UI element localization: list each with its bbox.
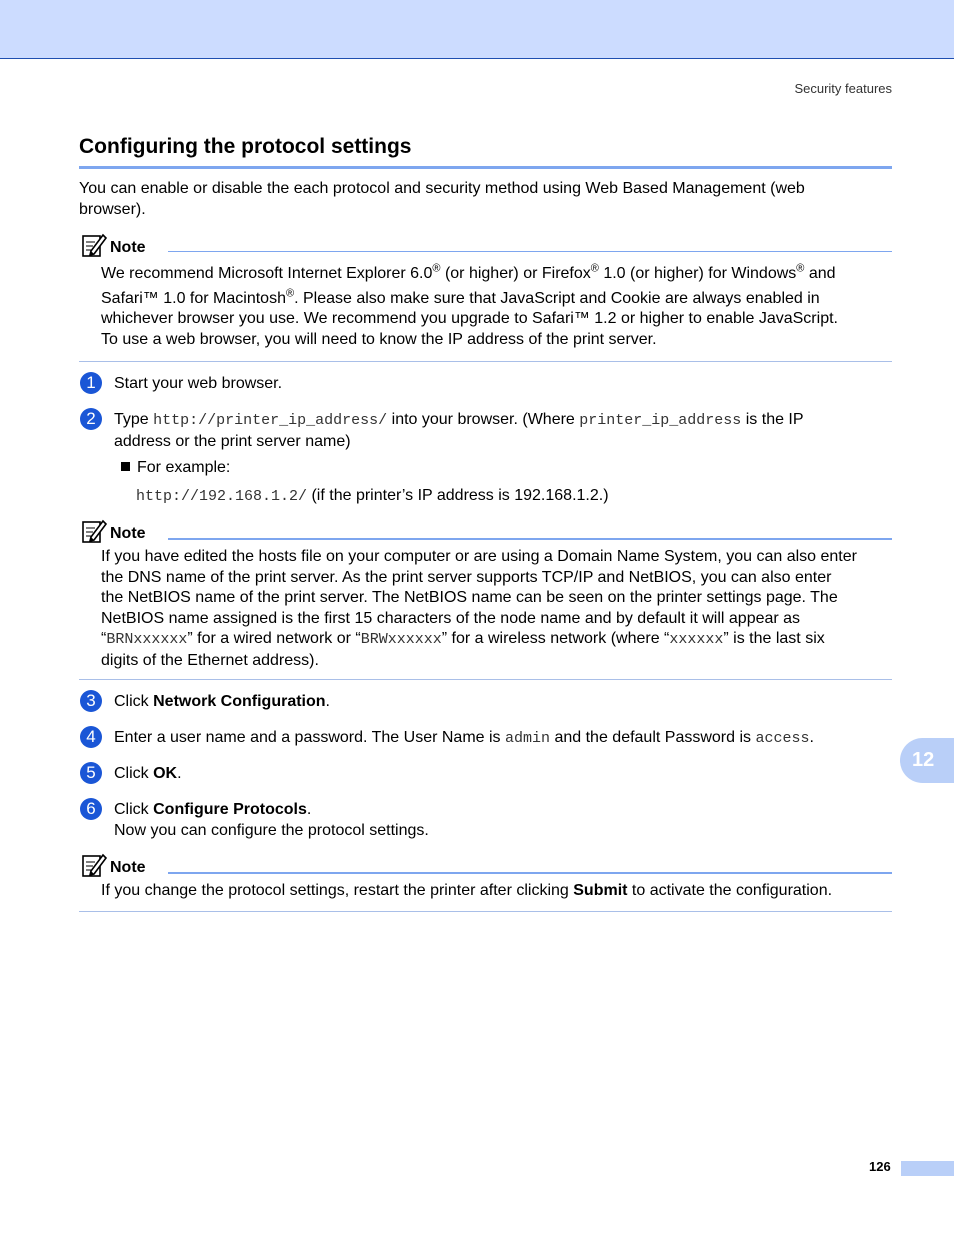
step-2-line-1: Type http://printer_ip_address/ into your browser. (Where printer_ip_address is the IP [114,411,804,429]
note-1-text [101,264,901,350]
chapter-tab: 12 [900,738,954,783]
step-5-number: 5 [80,762,102,784]
running-header: Security features [794,81,892,96]
step-1-number: 1 [80,372,102,394]
step-6-text [114,800,429,841]
note-heading-rule [168,872,892,874]
note-pencil-icon [81,518,107,544]
step-2-number: 2 [80,408,102,430]
note-heading-rule [168,538,892,540]
note-2-line-4: NetBIOS name assigned is the first 15 characters of the node name and by default it will appear as [101,609,801,627]
step-6-line-2: Now you can configure the protocol settings. [114,821,429,839]
note-2-line-3: the NetBIOS name of the print server. The NetBIOS name can be seen on the printer settings page. The [101,589,838,606]
page-number: 126 [869,1159,891,1174]
step-3-text: Click Network Configuration. [114,693,330,710]
note-end-rule [79,679,892,680]
page-footer-bar [901,1161,954,1176]
intro-line-2: browser). [79,200,146,218]
bullet-square-icon [121,462,130,471]
note-2-line-1: If you have edited the hosts file on your computer or are using a Domain Name System, you can also enter [101,548,857,565]
note-2-line-5: “BRNxxxxxx” for a wired network or “BRWxxxxxx” for a wireless network (where “xxxxxx” is the last six [101,630,825,648]
step-3-number: 3 [80,690,102,712]
note-1-line-3: whichever browser you use. We recommend you upgrade to Safari™ 1.2 or higher to enable JavaScript. [101,310,838,327]
step-5-text: Click OK. [114,765,182,782]
step-4-text: Enter a user name and a password. The User Name is admin and the default Password is access. [114,729,814,747]
note-label: Note [110,525,146,542]
step-2-line-2: address or the print server name) [114,432,351,450]
note-label: Note [110,859,146,876]
note-pencil-icon [81,852,107,878]
note-1-line-4: To use a web browser, you will need to know the IP address of the print server. [101,330,657,348]
example-url-line: http://192.168.1.2/ (if the printer’s IP address is 192.168.1.2.) [136,487,609,505]
note-2-line-2: the DNS name of the print server. As the print server supports TCP/IP and NetBIOS, you can also enter [101,568,832,586]
intro-paragraph [79,179,892,220]
note-2-line-6: digits of the Ethernet address). [101,651,319,669]
note-2-text [101,547,901,671]
step-2-text [114,410,894,452]
note-end-rule [79,911,892,912]
note-1-line-2: Safari™ 1.0 for Macintosh®. Please also make sure that JavaScript and Cookie are always enabled in [101,287,820,307]
intro-line-1: You can enable or disable the each protocol and security method using Web Based Management (web [79,180,805,197]
note-end-rule [79,361,892,362]
top-header-bar [0,0,954,59]
step-6-number: 6 [80,798,102,820]
example-bullet: For example: [121,458,230,479]
title-underline [79,166,892,169]
step-1-text: Start your web browser. [114,375,283,392]
note-3-text: If you change the protocol settings, restart the printer after clicking Submit to activate the configuration. [101,882,833,899]
note-label: Note [110,239,146,256]
note-pencil-icon [81,232,107,258]
note-1-line-1: We recommend Microsoft Internet Explorer 6.0® (or higher) or Firefox® 1.0 (or higher) for Windows® and [101,262,836,282]
step-6-line-1: Click Configure Protocols. [114,801,312,818]
section-title: Configuring the protocol settings [79,135,412,158]
step-4-number: 4 [80,726,102,748]
note-heading-rule [168,251,892,252]
